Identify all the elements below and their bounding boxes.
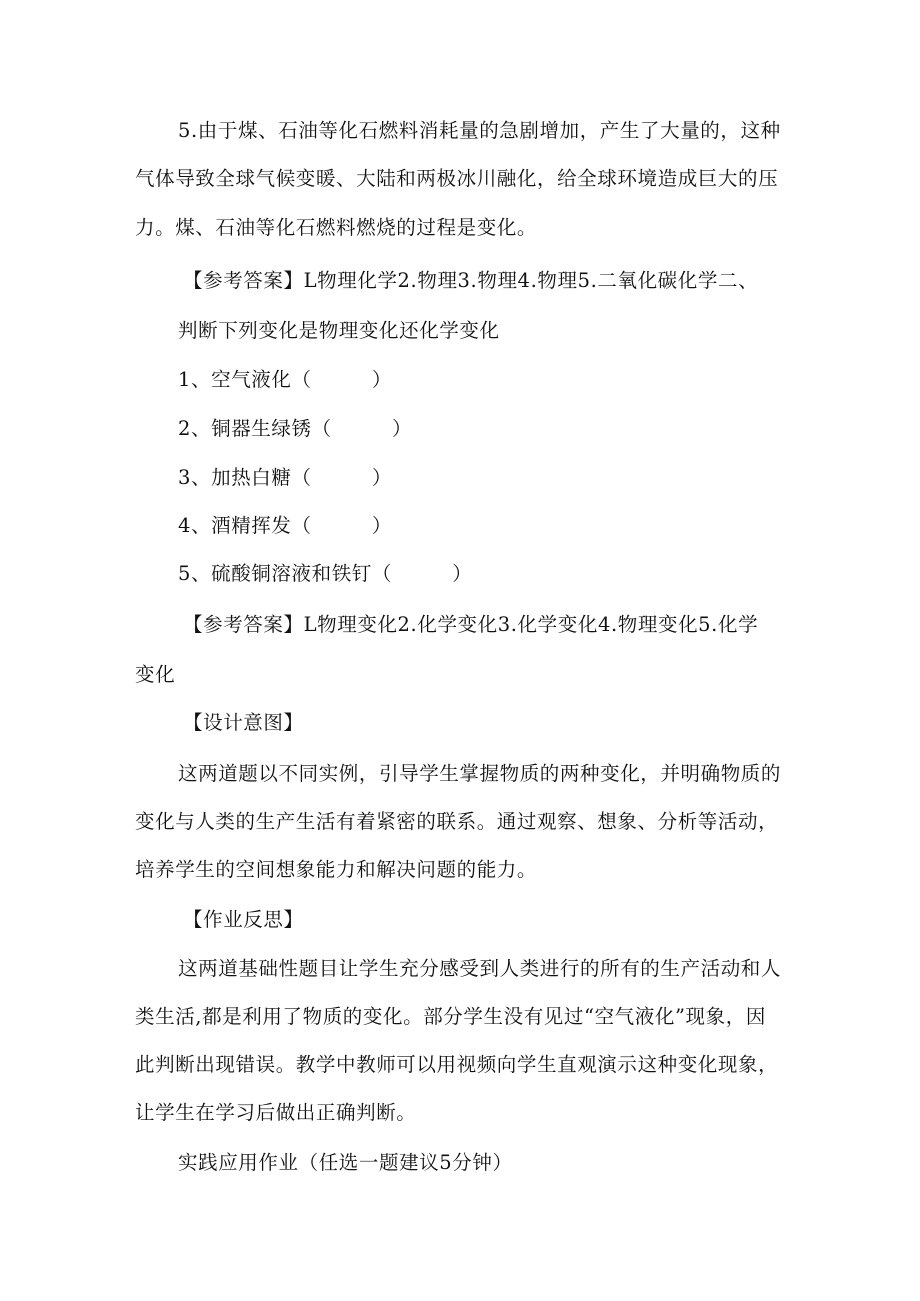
reflection-line-3: 此判断出现错误。教学中教师可以用视频向学生直观演示这种变化现象， xyxy=(135,1053,779,1076)
reflection-heading: 【作业反思】 xyxy=(183,908,304,931)
design-line-2: 变化与人类的生产生活有着紧密的联系。通过观察、想象、分析等活动， xyxy=(135,810,779,833)
answer-2-line-1: 【参考答案】L物理变化2.化学变化3.化学变化4.物理变化5.化学 xyxy=(183,613,759,636)
item-5: 5、硫酸铜溶液和铁钉（ ） xyxy=(178,562,473,585)
item-4: 4、酒精挥发（ ） xyxy=(178,514,393,537)
reflection-line-4: 让学生在学习后做出正确判断。 xyxy=(135,1101,417,1124)
section-title: 判断下列变化是物理变化还化学变化 xyxy=(178,319,500,342)
q5-line-3: 力。煤、石油等化石燃料燃烧的过程是变化。 xyxy=(135,216,538,239)
practice-heading: 实践应用作业（任选一题建议5分钟） xyxy=(178,1151,513,1174)
reflection-line-2: 类生活,都是利用了物质的变化。部分学生没有见过“空气液化”现象，因 xyxy=(135,1005,766,1028)
design-line-3: 培养学生的空间想象能力和解决问题的能力。 xyxy=(135,858,538,881)
answer-1: 【参考答案】L物理化学2.物理3.物理4.物理5.二氧化碳化学二、 xyxy=(183,269,759,292)
q5-line-2: 气体导致全球气候变暖、大陆和两极冰川融化，给全球环境造成巨大的压 xyxy=(135,167,779,190)
item-3: 3、加热白糖（ ） xyxy=(178,466,393,489)
design-heading: 【设计意图】 xyxy=(183,711,304,734)
q5-line-1: 5.由于煤、石油等化石燃料消耗量的急剧增加，产生了大量的，这种 xyxy=(178,119,781,142)
answer-2-line-2: 变化 xyxy=(135,663,176,686)
item-2: 2、铜器生绿锈（ ） xyxy=(178,417,413,440)
design-line-1: 这两道题以不同实例，引导学生掌握物质的两种变化，并明确物质的 xyxy=(178,762,782,785)
item-1: 1、空气液化（ ） xyxy=(178,368,393,391)
reflection-line-1: 这两道基础性题目让学生充分感受到人类进行的所有的生产活动和人 xyxy=(178,957,782,980)
